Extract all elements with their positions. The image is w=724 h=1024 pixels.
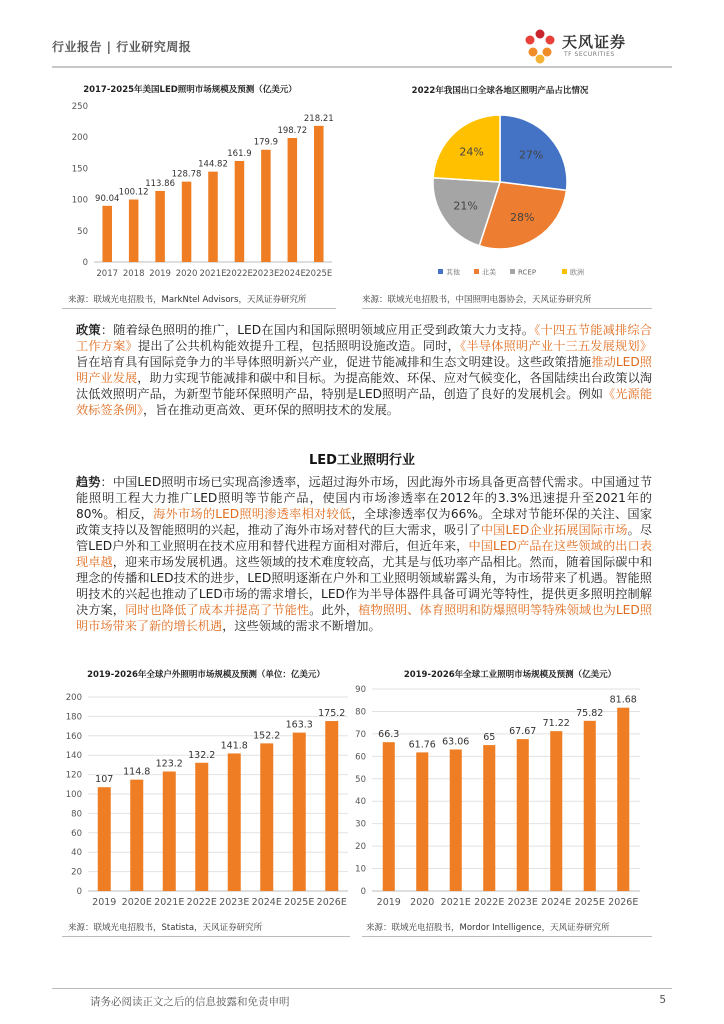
bar bbox=[228, 753, 241, 891]
data-label: 141.8 bbox=[220, 740, 248, 752]
slice-label: 28% bbox=[510, 211, 535, 225]
data-label: 114.8 bbox=[123, 766, 151, 778]
data-label: 67.67 bbox=[509, 726, 537, 738]
y-tick-label: 20 bbox=[71, 867, 82, 878]
legend-label: 北美 bbox=[482, 268, 496, 277]
legend-swatch bbox=[438, 269, 443, 274]
y-tick-label: 140 bbox=[65, 751, 82, 762]
bar bbox=[483, 745, 495, 891]
y-tick-label: 180 bbox=[65, 712, 82, 723]
chart-title: 2022年我国出口全球各地区照明产品占比情况 bbox=[411, 86, 589, 96]
y-tick-label: 50 bbox=[355, 774, 366, 785]
body-text: ，迎来市场发展机遇。这些领域的技术难度较高，尤其是与低功率产品相比。然而，随着国际碳中和理念的传播和LED技术的进步，LED照明逐渐在户外和工业照明领域崭露头角，为市场带来了机遇。智能照明技术的兴起也推动了LED市场的需求增长，LED作为半导体器件具备可调光等特性，提供更多照明控制解决方案， bbox=[76, 555, 653, 617]
bar bbox=[235, 161, 245, 262]
x-tick-label: 2023E bbox=[219, 897, 250, 908]
legend-label: 欧洲 bbox=[570, 268, 584, 277]
body-text: 。此外， bbox=[309, 603, 359, 617]
bar bbox=[325, 721, 338, 891]
data-label: 128.78 bbox=[171, 169, 202, 180]
legend-label: RCEP bbox=[518, 268, 537, 277]
data-label: 218.21 bbox=[303, 113, 334, 124]
data-label: 113.86 bbox=[145, 178, 175, 189]
chart2-source: 来源：联域光电招股书，中国照明电器协会，天风证券研究所 bbox=[362, 295, 592, 305]
report-header: 行业报告 | 行业研究周报 bbox=[52, 40, 192, 54]
legend-swatch bbox=[474, 269, 479, 274]
y-tick-label: 40 bbox=[71, 848, 82, 859]
body-text: ，旨在推动更高效、更环保的照明技术的发展。 bbox=[143, 403, 399, 417]
bar bbox=[517, 739, 529, 891]
section-title: LED工业照明行业 bbox=[309, 453, 415, 468]
bar bbox=[129, 200, 139, 262]
y-tick-label: 250 bbox=[71, 102, 88, 112]
data-label: 71.22 bbox=[542, 718, 570, 730]
bar bbox=[617, 708, 629, 891]
bar bbox=[261, 150, 271, 262]
data-label: 63.06 bbox=[442, 736, 470, 748]
data-label: 107 bbox=[95, 774, 114, 786]
highlight-text: 同时也降低了成本并提高了节能性 bbox=[125, 603, 310, 617]
data-label: 66.3 bbox=[378, 729, 400, 741]
x-tick-label: 2023E bbox=[507, 897, 538, 908]
page-number: 5 bbox=[659, 994, 666, 1006]
y-tick-label: 150 bbox=[71, 164, 88, 175]
data-label: 198.72 bbox=[277, 125, 308, 136]
bar bbox=[584, 721, 596, 891]
x-tick-label: 2025E bbox=[305, 269, 333, 279]
highlight-text: 推动LED照明产业发展 bbox=[76, 355, 652, 385]
y-tick-label: 120 bbox=[65, 770, 82, 781]
y-tick-label: 160 bbox=[65, 731, 82, 742]
slice-label: 21% bbox=[453, 199, 478, 213]
highlight-text: 植物照明、体育照明和防爆照明等特殊领域也为LED照明市场带来了新的增长机遇 bbox=[76, 603, 653, 633]
bar bbox=[288, 138, 298, 262]
y-tick-label: 90 bbox=[355, 685, 366, 695]
bar bbox=[260, 743, 273, 891]
y-tick-label: 20 bbox=[355, 842, 366, 853]
x-tick-label: 2022E bbox=[225, 269, 253, 279]
x-tick-label: 2025E bbox=[284, 897, 315, 908]
us-led-market-chart bbox=[62, 80, 338, 280]
legend-swatch bbox=[562, 269, 567, 274]
data-label: 161.9 bbox=[227, 148, 252, 159]
x-tick-label: 2019 bbox=[92, 897, 117, 908]
chart3-source: 来源：联域光电招股书，Statista，天风证券研究所 bbox=[68, 923, 263, 933]
x-tick-label: 2022E bbox=[474, 897, 505, 908]
slice-label: 24% bbox=[459, 145, 484, 159]
footer-divider bbox=[52, 988, 672, 989]
bar bbox=[195, 763, 208, 891]
chart4-bottom-rule bbox=[362, 936, 652, 937]
x-tick-label: 2019 bbox=[149, 269, 171, 279]
y-tick-label: 100 bbox=[65, 790, 82, 800]
policy-label: 政策 bbox=[76, 323, 101, 337]
bar bbox=[450, 749, 462, 891]
highlight-text: 《半导体照明产业十三五发展规划》 bbox=[460, 339, 653, 353]
logo-subtitle: TF SECURITIES bbox=[564, 51, 615, 58]
logo-icon bbox=[520, 26, 560, 66]
y-tick-label: 0 bbox=[76, 887, 82, 897]
data-label: 179.9 bbox=[253, 137, 279, 148]
highlight-text: 《光源能效标签条例》 bbox=[76, 387, 653, 417]
trend-body bbox=[76, 475, 652, 633]
data-label: 75.82 bbox=[576, 707, 604, 719]
y-tick-label: 40 bbox=[355, 797, 366, 808]
highlight-text: 中国LED企业拓展国际市场 bbox=[480, 523, 628, 537]
x-tick-label: 2018 bbox=[122, 269, 145, 279]
chart-title: 2019-2026年全球户外照明市场规模及预测（单位：亿美元） bbox=[87, 670, 325, 680]
highlight-text: 中国LED产品在这些领域的出口表现卓越 bbox=[76, 539, 653, 569]
y-tick-label: 80 bbox=[355, 707, 366, 718]
legend-label: 其他 bbox=[446, 268, 460, 277]
y-tick-label: 200 bbox=[65, 693, 82, 703]
highlight-text: 《十四五节能减排综合工作方案》 bbox=[76, 323, 652, 353]
bar bbox=[130, 780, 143, 891]
legend-swatch bbox=[510, 269, 515, 274]
trend-label: 趋势 bbox=[76, 475, 101, 489]
x-tick-label: 2020 bbox=[175, 269, 198, 279]
body-text: ：随着绿色照明的推广，LED在国内和国际照明领域应用正受到政策大力支持。 bbox=[100, 323, 535, 337]
x-tick-label: 2025E bbox=[574, 897, 605, 908]
bar bbox=[163, 771, 176, 891]
bar bbox=[208, 172, 218, 262]
bar bbox=[293, 733, 306, 891]
y-tick-label: 30 bbox=[355, 819, 366, 830]
x-tick-label: 2021E bbox=[199, 269, 227, 279]
data-label: 61.76 bbox=[408, 739, 436, 751]
trend-paragraph bbox=[76, 474, 652, 634]
y-tick-label: 0 bbox=[360, 887, 366, 897]
y-tick-label: 200 bbox=[71, 133, 88, 144]
x-tick-label: 2021E bbox=[154, 897, 185, 908]
data-label: 65 bbox=[483, 732, 496, 744]
industrial-lighting-chart bbox=[355, 663, 652, 913]
x-tick-label: 2023E bbox=[252, 269, 280, 279]
bar bbox=[98, 787, 111, 891]
y-tick-label: 70 bbox=[355, 729, 366, 740]
brand-logo bbox=[520, 26, 670, 66]
x-tick-label: 2021E bbox=[440, 897, 471, 908]
chart1-bottom-rule bbox=[62, 308, 336, 309]
body-text: 旨在培育具有国际竞争力的半导体照明新兴产业，促进节能减排和生态文明建设。这些政策措施 bbox=[76, 355, 592, 369]
x-tick-label: 2024E bbox=[541, 897, 572, 908]
chart-title: 2017-2025年美国LED照明市场规模及预测（亿美元） bbox=[83, 85, 297, 95]
body-text: ，助力实现节能减排和碳中和目标。为提高能效、环保、应对气候变化，各国陆续出台政策以淘汰低效照明产品，为新型节能环保照明产品，特别是LED照明产品，创造了良好的发展机会。例如 bbox=[76, 371, 653, 401]
bar bbox=[155, 191, 165, 262]
policy-body bbox=[76, 323, 652, 417]
bar bbox=[550, 731, 562, 891]
body-text: 。尽管LED户外和工业照明在技术应用和替代进程方面相对滞后，但近年来， bbox=[76, 523, 653, 553]
outdoor-lighting-chart bbox=[62, 663, 352, 913]
logo-name: 天风证券 bbox=[562, 33, 627, 51]
data-label: 123.2 bbox=[155, 758, 183, 770]
data-label: 163.3 bbox=[285, 719, 313, 731]
data-label: 144.82 bbox=[198, 159, 228, 170]
x-tick-label: 2026E bbox=[316, 897, 347, 908]
y-tick-label: 10 bbox=[355, 864, 366, 875]
x-tick-label: 2017 bbox=[96, 269, 119, 279]
bar bbox=[102, 206, 112, 262]
body-text: ，全球渗透率仅为66%。全球对节能环保的关注、国家政策支持以及智能照明的兴起，推动了海外市场对替代的巨大需求，吸引了 bbox=[76, 507, 653, 537]
x-tick-label: 2020E bbox=[121, 897, 152, 908]
x-tick-label: 2019 bbox=[376, 897, 401, 908]
chart2-bottom-rule bbox=[362, 308, 652, 309]
y-tick-label: 60 bbox=[71, 828, 82, 839]
x-tick-label: 2020 bbox=[410, 897, 435, 908]
chart3-bottom-rule bbox=[62, 936, 350, 937]
data-label: 152.2 bbox=[253, 730, 281, 742]
chart4-source: 来源：联域光电招股书，Mordor Intelligence，天风证券研究所 bbox=[366, 923, 610, 933]
body-text: 提出了公共机构能效提升工程，包括照明设施改造。同时， bbox=[137, 339, 461, 353]
y-tick-label: 100 bbox=[71, 195, 88, 206]
chart-title: 2019-2026年全球工业照明市场规模及预测（亿美元） bbox=[403, 670, 617, 680]
data-label: 81.68 bbox=[609, 694, 637, 706]
policy-paragraph bbox=[76, 322, 652, 418]
header-divider bbox=[52, 66, 672, 68]
y-tick-label: 80 bbox=[71, 809, 82, 820]
body-text: ，这些领域的需求不断增加。 bbox=[222, 619, 381, 633]
x-tick-label: 2026E bbox=[608, 897, 639, 908]
bar bbox=[416, 752, 428, 891]
export-share-pie-chart bbox=[362, 80, 652, 285]
bar bbox=[314, 126, 324, 262]
data-label: 132.2 bbox=[188, 749, 216, 761]
bar bbox=[182, 182, 192, 262]
y-tick-label: 60 bbox=[355, 752, 366, 763]
y-tick-label: 50 bbox=[77, 226, 88, 237]
data-label: 90.04 bbox=[95, 193, 120, 204]
chart1-source: 来源：联域光电招股书，MarkNtel Advisors，天风证券研究所 bbox=[68, 295, 307, 305]
data-label: 175.2 bbox=[318, 708, 346, 720]
highlight-text: 海外市场的LED照明渗透率相对较低 bbox=[153, 507, 352, 521]
x-tick-label: 2024E bbox=[278, 269, 306, 279]
bar bbox=[383, 742, 395, 891]
x-tick-label: 2022E bbox=[186, 897, 217, 908]
slice-label: 27% bbox=[518, 148, 544, 162]
body-text: ：中国LED照明市场已实现高渗透率，远超过海外市场，因此海外市场具备更高替代需求。中国通过节能照明工程大力推广LED照明等节能产品，使国内市场渗透率在2012年的3.3%迅速提升至2021年的80%。相反， bbox=[76, 475, 653, 521]
y-tick-label: 0 bbox=[82, 258, 88, 268]
data-label: 100.12 bbox=[118, 187, 149, 198]
x-tick-label: 2024E bbox=[251, 897, 282, 908]
disclaimer: 请务必阅读正文之后的信息披露和免责申明 bbox=[90, 996, 290, 1008]
